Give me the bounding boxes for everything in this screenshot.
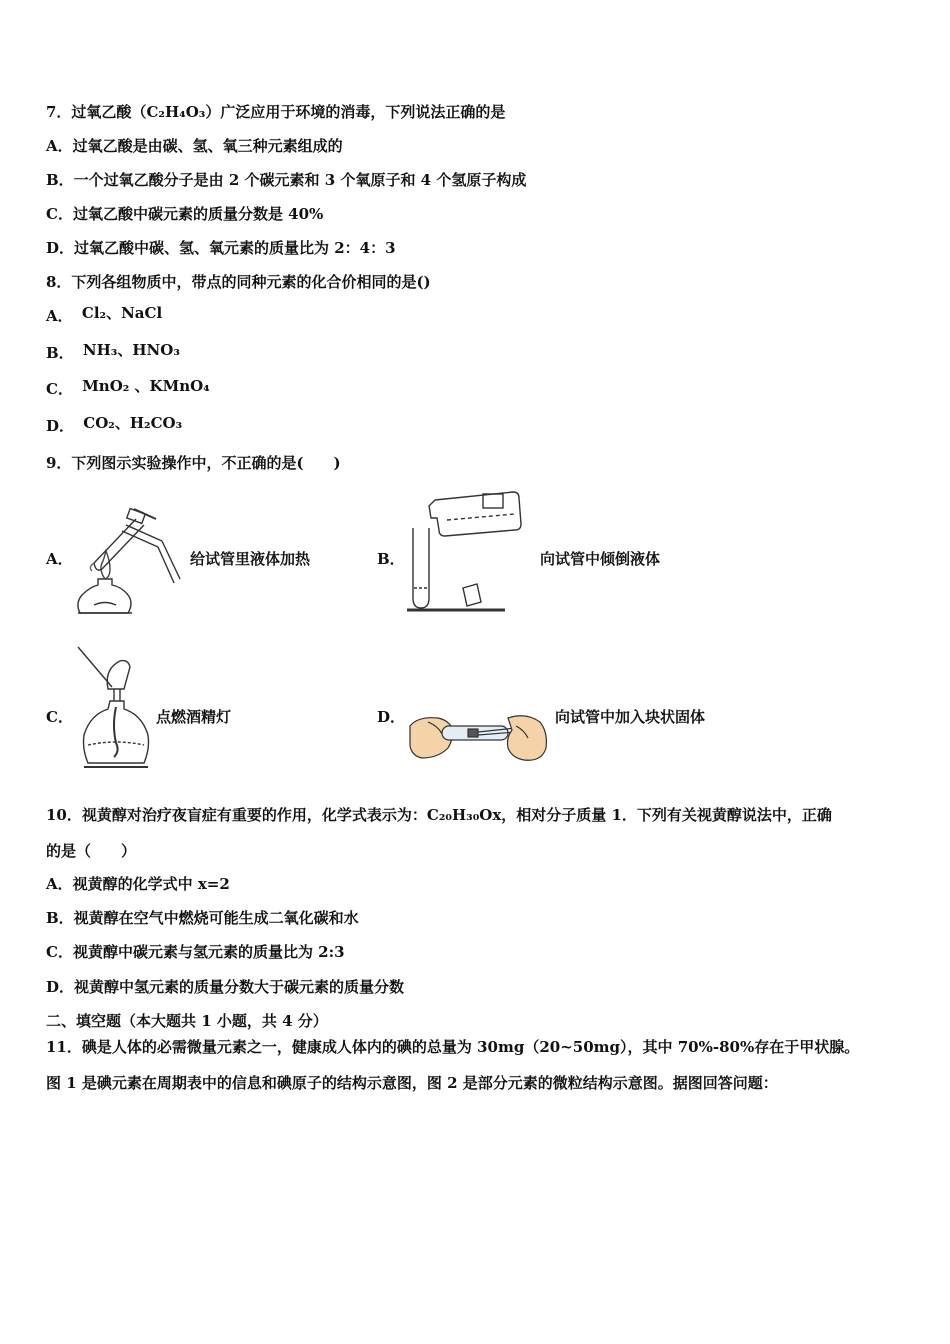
q10-option-b: B．视黄醇在空气中燃烧可能生成二氧化碳和水	[46, 909, 359, 927]
q8-option-c-text: MnO₂ 、KMnO₄	[82, 377, 210, 395]
q8-option-a-text: Cl₂、NaCl	[81, 304, 163, 322]
q11-line1: 11．碘是人体的必需微量元素之一，健康成人体内的碘的总量为 30mg（20~50mg），其中 70%-80%存在于甲状腺。	[46, 1038, 860, 1056]
q7-option-d: D．过氧乙酸中碳、氢、氧元素的质量比为 2：4：3	[46, 239, 396, 257]
q8-option-b	[46, 343, 180, 363]
q8-option-c-label: C．	[46, 380, 73, 398]
q8-option-b-label: B．	[46, 344, 74, 362]
q9-option-c-caption: 点燃酒精灯	[156, 708, 232, 726]
q9-option-d-label: D．	[377, 708, 406, 726]
q9-option-b-caption: 向试管中倾倒液体	[540, 550, 661, 568]
q9-option-a-label: A．	[46, 550, 73, 568]
q8-option-d	[46, 416, 182, 436]
q9-option-b-label: B．	[377, 550, 405, 568]
q8-option-a-label: A．	[46, 307, 73, 325]
section-title: 二、填空题（本大题共 1 小题，共 4 分）	[46, 1012, 328, 1030]
q7-option-a: A．过氧乙酸是由碳、氢、氧三种元素组成的	[46, 137, 343, 155]
q10-option-c: C．视黄醇中碳元素与氢元素的质量比为 2:3	[46, 943, 345, 961]
q9-option-a-caption: 给试管里液体加热	[190, 550, 311, 568]
adding-solid-to-test-tube-illustration	[408, 708, 550, 768]
q9-option-c-label: C．	[46, 708, 73, 726]
q10-option-a: A．视黄醇的化学式中 x=2	[46, 875, 230, 893]
q11-line2: 图 1 是碘元素在周期表中的信息和碘原子的结构示意图，图 2 是部分元素的微粒结构示意图。据图回答问题：	[46, 1074, 778, 1092]
q8-option-d-text: CO₂、H₂CO₃	[83, 414, 183, 432]
q10-stem-line1: 10．视黄醇对治疗夜盲症有重要的作用，化学式表示为：C₂₀H₃₀Ox，相对分子质量 1．下列有关视黄醇说法中，正确	[46, 806, 832, 824]
q10-stem-line2: 的是（ ）	[46, 842, 137, 860]
q9-stem: 9．下列图示实验操作中，不正确的是( )	[46, 454, 341, 472]
q7-stem: 7．过氧乙酸（C₂H₄O₃）广泛应用于环境的消毒，下列说法正确的是	[46, 103, 506, 121]
heating-test-tube-illustration	[70, 505, 185, 617]
q10-option-d: D．视黄醇中氢元素的质量分数大于碳元素的质量分数	[46, 978, 405, 996]
q7-option-c: C．过氧乙酸中碳元素的质量分数是 40%	[46, 205, 324, 223]
q8-option-c	[46, 379, 210, 399]
q9-option-d-caption: 向试管中加入块状固体	[555, 708, 706, 726]
q8-option-d-label: D．	[46, 417, 75, 435]
q7-option-b: B．一个过氧乙酸分子是由 2 个碳元素和 3 个氧原子和 4 个氢原子构成	[46, 171, 527, 189]
q8-option-a	[46, 306, 162, 326]
pouring-liquid-illustration	[405, 488, 525, 616]
q8-stem: 8．下列各组物质中，带点的同种元素的化合价相同的是()	[46, 273, 431, 291]
q8-option-b-text: NH₃、HNO₃	[82, 341, 180, 359]
lighting-alcohol-lamp-illustration	[74, 645, 154, 770]
